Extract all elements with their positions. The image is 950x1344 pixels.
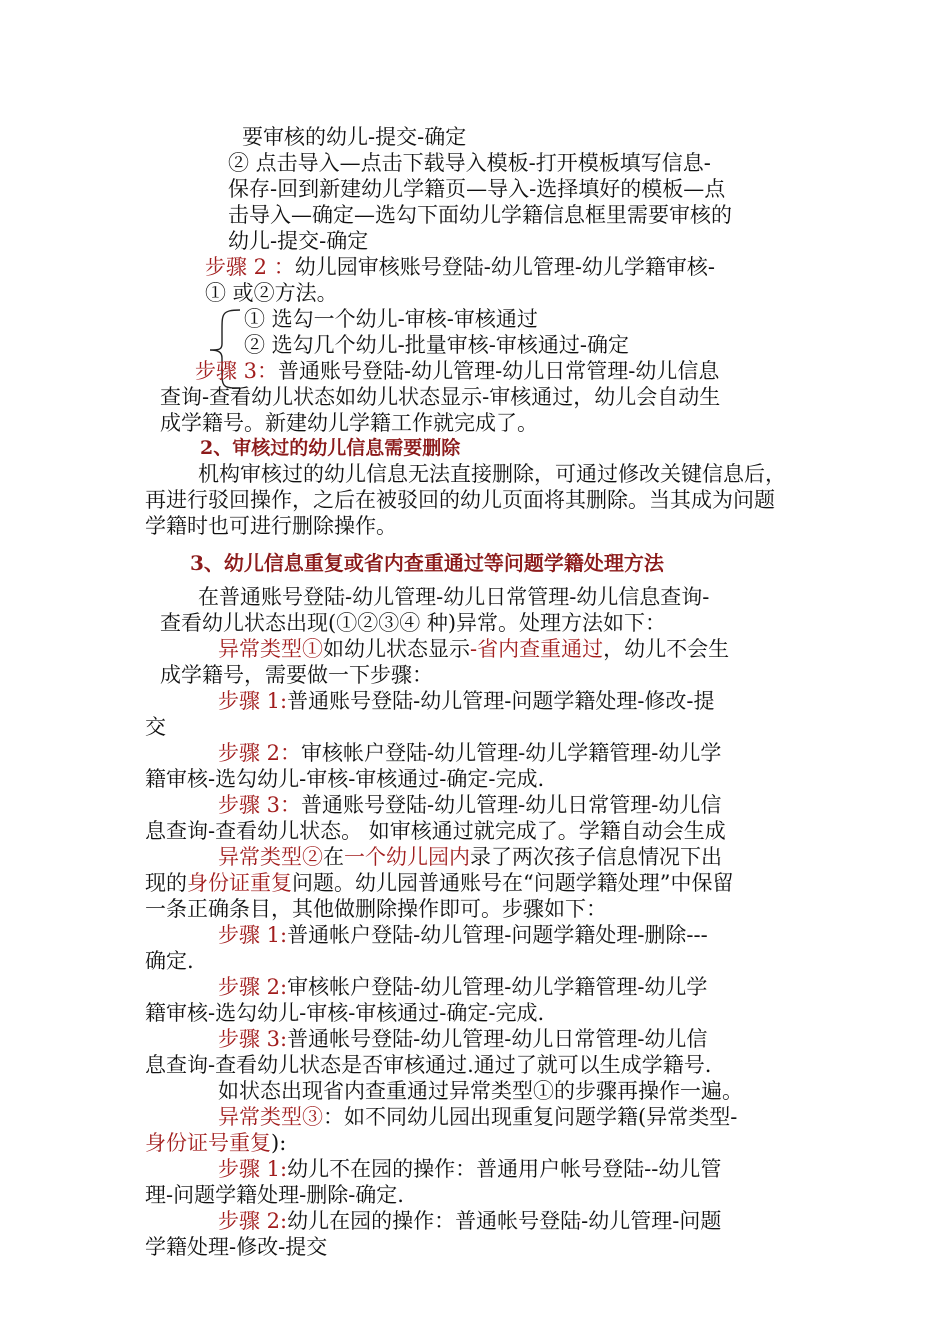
option-2: ② 选勾几个幼儿-批量审核-审核通过-确定 [244, 333, 629, 357]
option-1: ① 选勾一个幼儿-审核-审核通过 [244, 307, 538, 331]
step-2-line [205, 254, 715, 280]
section-heading: 3、幼儿信息重复或省内查重通过等问题学籍处理方法 [190, 551, 664, 575]
step-label: 步骤 3： [195, 359, 279, 383]
text-line: 查看幼儿状态出现(①②③④ 种)异常。处理方法如下： [160, 611, 667, 635]
text-part: ): [271, 1131, 287, 1155]
step-text: 普通账号登陆-幼儿管理-问题学籍处理-修改-提 [287, 689, 715, 713]
step-line [218, 1208, 721, 1234]
type-highlight: -省内查重通过 [470, 637, 604, 661]
step-line [218, 688, 715, 714]
text-line: 籍审核-选勾幼儿-审核-审核通过-确定-完成. [145, 767, 545, 791]
text-line: 一条正确条目，其他做删除操作即可。步骤如下： [145, 897, 607, 921]
step-label: 步骤 3： [218, 793, 302, 817]
text-line: 交 [145, 715, 166, 739]
text-line: 要审核的幼儿-提交-确定 [242, 125, 467, 149]
step-text: 幼儿园审核账号登陆-幼儿管理-幼儿学籍审核- [294, 255, 716, 279]
text-line: ② 点击导入—点击下载导入模板-打开模板填写信息- [228, 151, 711, 175]
text-line: ① 或②方法。 [205, 281, 338, 305]
step-label: 步骤 2: [218, 1209, 288, 1233]
step-line [218, 792, 721, 818]
type-text: 如幼儿状态显示 [323, 637, 470, 661]
text-line: 查询-查看幼儿状态如幼儿状态显示-审核通过，幼儿会自动生 [160, 385, 721, 409]
step-text: 幼儿在园的操作：普通帐号登陆-幼儿管理-问题 [287, 1209, 722, 1233]
step-label: 步骤 3: [218, 1027, 288, 1051]
text-line: 再进行驳回操作，之后在被驳回的幼儿页面将其删除。当其成为问题 [145, 488, 775, 512]
type-text: ：如不同幼儿园出现重复问题学籍(异常类型- [323, 1105, 738, 1129]
text-part: 现的 [145, 871, 187, 895]
type-highlight: 身份证号重复 [145, 1131, 271, 1155]
type-text: 在 [323, 845, 344, 869]
step-label: 步骤 1: [218, 1157, 288, 1181]
step-label: 步骤 2: [218, 975, 288, 999]
step-text: 普通账号登陆-幼儿管理-幼儿日常管理-幼儿信息 [278, 359, 720, 383]
step-text: 普通帐号登陆-幼儿管理-幼儿日常管理-幼儿信 [287, 1027, 708, 1051]
text-line: 学籍处理-修改-提交 [145, 1235, 328, 1259]
step-label: 步骤 1: [218, 923, 288, 947]
type-label: 异常类型③ [218, 1105, 323, 1129]
text-line: 息查询-查看幼儿状态是否审核通过.通过了就可以生成学籍号. [145, 1053, 712, 1077]
step-line [218, 1156, 721, 1182]
section-heading: 2、审核过的幼儿信息需要删除 [200, 437, 461, 459]
type-text: ，幼儿不会生 [603, 637, 730, 661]
step-3-line [195, 358, 719, 384]
text-part: 问题。幼儿园普通账号在“问题学籍处理”中保留 [292, 871, 734, 895]
step-text: 普通帐户登陆-幼儿管理-问题学籍处理-删除--- [287, 923, 708, 947]
step-label: 步骤 1: [218, 689, 288, 713]
step-text: 审核帐户登陆-幼儿管理-幼儿学籍管理-幼儿学 [301, 741, 722, 765]
type-text: 录了两次孩子信息情况下出 [470, 845, 722, 869]
step-text: 幼儿不在园的操作：普通用户帐号登陆--幼儿管 [287, 1157, 722, 1181]
text-line: 确定. [145, 949, 194, 973]
exception-type-2 [218, 844, 722, 870]
text-line: 学籍时也可进行删除操作。 [145, 514, 397, 538]
step-text: 普通账号登陆-幼儿管理-幼儿日常管理-幼儿信 [301, 793, 722, 817]
step-label: 步骤 2： [218, 741, 302, 765]
step-line [218, 1026, 707, 1052]
exception-type-1 [218, 636, 729, 662]
text-line: 机构审核过的幼儿信息无法直接删除，可通过修改关键信息后， [198, 462, 786, 486]
text-line: 保存-回到新建幼儿学籍页—导入-选择填好的模板—点 [228, 177, 726, 201]
type-label: 异常类型① [218, 637, 323, 661]
type-highlight: 身份证重复 [187, 871, 292, 895]
type-highlight: 一个幼儿园内 [344, 845, 470, 869]
step-line [218, 740, 721, 766]
step-line [218, 974, 707, 1000]
text-line: 击导入—确定—选勾下面幼儿学籍信息框里需要审核的 [228, 203, 732, 227]
text-line [145, 870, 733, 896]
text-line: 如状态出现省内查重通过异常类型①的步骤再操作一遍。 [218, 1079, 743, 1103]
step-line [218, 922, 708, 948]
step-text: 审核帐户登陆-幼儿管理-幼儿学籍管理-幼儿学 [287, 975, 708, 999]
text-line: 幼儿-提交-确定 [228, 229, 369, 253]
text-line: 籍审核-选勾幼儿-审核-审核通过-确定-完成. [145, 1001, 545, 1025]
text-line: 成学籍号。新建幼儿学籍工作就完成了。 [160, 411, 538, 435]
text-line [145, 1130, 286, 1156]
text-line: 在普通账号登陆-幼儿管理-幼儿日常管理-幼儿信息查询- [198, 585, 710, 609]
exception-type-3 [218, 1104, 737, 1130]
text-line: 息查询-查看幼儿状态。 如审核通过就完成了。学籍自动会生成 [145, 819, 726, 843]
type-label: 异常类型② [218, 845, 323, 869]
text-line: 成学籍号，需要做一下步骤： [160, 663, 433, 687]
step-label: 步骤 2 ： [205, 255, 295, 279]
text-line: 理-问题学籍处理-删除-确定. [145, 1183, 404, 1207]
